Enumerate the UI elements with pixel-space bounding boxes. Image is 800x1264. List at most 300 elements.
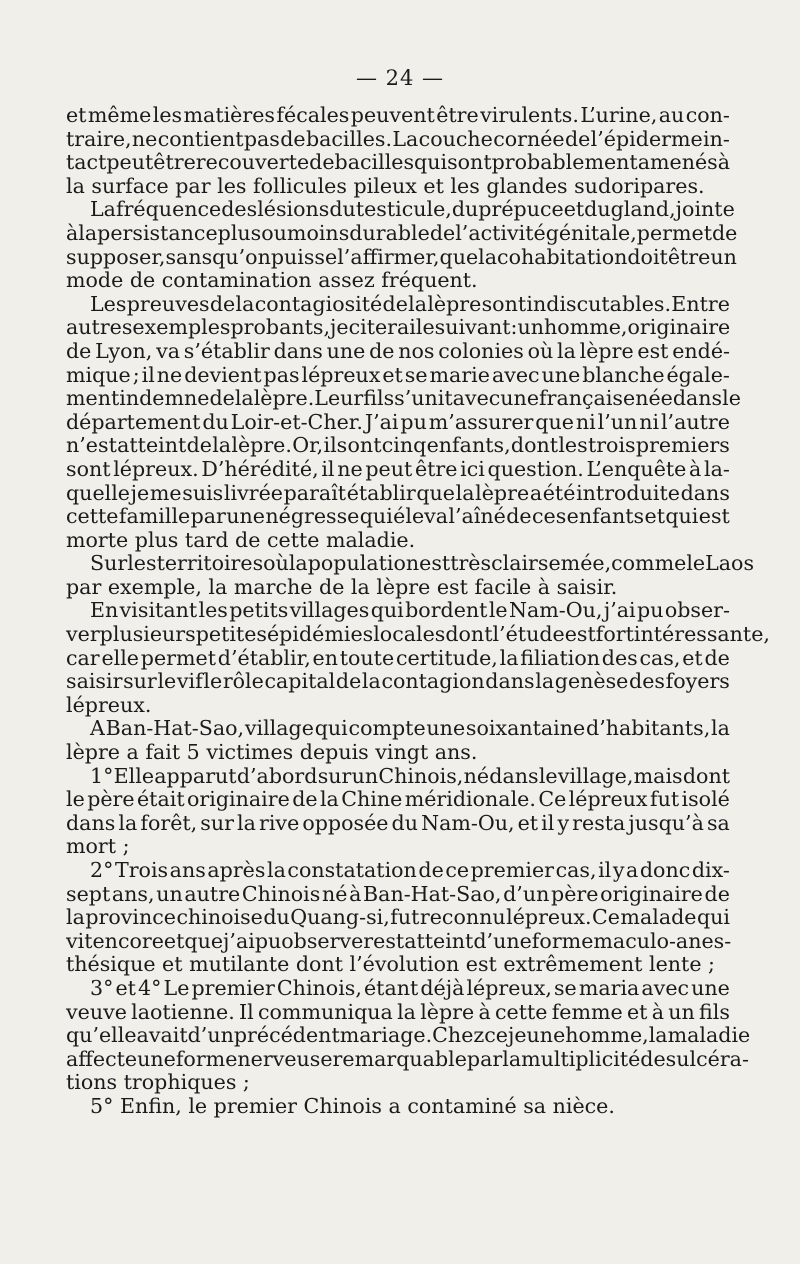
word: lèpre [579,338,634,363]
word: communiqua [257,999,393,1024]
word: ni [639,409,660,434]
word: certitude, [395,645,498,670]
word: vif [176,669,203,694]
word: et [66,103,87,127]
word: et [682,645,703,670]
word: des [640,1046,677,1071]
word: Elle [113,763,155,788]
word: a [529,480,543,505]
word: négresse [265,504,360,529]
word: l’aîné [448,504,506,529]
word: du [451,197,479,222]
word: probants, [230,315,331,340]
word: à [349,881,362,906]
word: génitale, [545,220,637,245]
text-line [66,316,730,340]
word: reconnu [419,905,506,930]
text-line [66,104,730,128]
word: genèse [554,669,629,694]
word: mariage. [339,1023,433,1048]
word: il [598,858,612,882]
word: m’assurer [428,409,534,434]
word: contient [157,126,244,151]
word: foyers [665,669,730,694]
word: de [292,787,318,812]
word: une [137,1046,176,1071]
word: qu’on [212,244,271,269]
word: Chinois, [276,975,362,1000]
word: fut [390,905,420,930]
text-line: par exemple, la marche de la lèpre est facile à saisir. [66,574,618,599]
word: Nam-Ou, [421,810,515,835]
word: La [90,197,116,222]
word: ont [347,433,382,458]
word: sept [66,881,111,906]
word: ans, [111,881,155,906]
word: village, [557,763,634,788]
word: la [319,787,339,812]
word: originaire [600,881,703,906]
word: d’établir, [217,645,311,670]
word: des [629,669,665,694]
word: française [539,386,636,411]
word: d’un [503,881,550,906]
word: Ban-Hat-Sao, [105,716,245,741]
text-line: 5° Enfin, le premier Chinois a contaminé sa nièce. [90,1093,615,1118]
word: la [397,999,416,1024]
text-line [66,482,730,506]
word: premiers [635,433,730,458]
word: du [202,409,229,434]
word: d’habitants, [586,716,711,741]
word: de [704,881,730,906]
word: un [156,881,183,906]
word: méridionale. [404,787,536,812]
text-line [66,505,730,529]
word: livrée [223,480,283,505]
word: famille [118,504,191,529]
word: peut [365,456,413,481]
word: persistance [97,220,218,245]
word: Or, [292,433,324,458]
word: 4° [138,975,162,1000]
word: la [455,480,475,505]
word: le [203,669,223,694]
word: éleva [393,504,449,529]
word: exemples [132,315,231,340]
word: sont [481,291,527,316]
word: compte [348,716,426,741]
word: de [186,433,212,458]
word: y [557,810,570,835]
word: forme [175,1046,238,1071]
word: dans [672,386,723,411]
word: petites [195,622,267,647]
word: que [439,244,479,269]
word: amenés [637,150,718,175]
word: la [212,433,232,458]
word: ne [337,456,363,481]
word: de [280,126,306,151]
word: tact [66,150,107,175]
word: bordent [405,598,488,623]
word: a [626,858,639,882]
word: sur [317,763,352,788]
word: : [510,315,518,340]
text-line [66,599,730,623]
word: fils [699,999,730,1024]
text-line [66,647,730,671]
word: veuve [66,999,127,1024]
word: le [488,598,508,623]
word: laotienne. [131,999,235,1024]
word: rôle [222,669,264,694]
word: un [710,244,737,269]
word: un [351,763,379,788]
word: in- [703,126,730,151]
word: de [66,338,92,363]
word: locales [373,622,446,647]
text-line [66,293,730,317]
word: précédent [233,1023,340,1048]
word: forêt, [140,810,198,835]
word: qui [414,150,448,175]
word: du [263,905,290,930]
word: va [156,338,180,363]
word: obser- [664,598,730,623]
word: ans [169,858,206,882]
text-line [66,930,730,954]
word: l’autre [660,409,730,434]
word: plusieurs [99,622,196,647]
word: qui [359,504,393,529]
word: peuvent [350,103,435,127]
word: province [85,905,176,930]
word: l’étude [492,622,565,647]
word: de [382,291,408,316]
word: filiation [520,645,600,670]
word: que [416,480,455,505]
text-line [66,622,770,647]
word: chinoise [176,905,263,930]
word: le [538,763,558,788]
word: territoires [156,551,264,576]
word: être [667,244,711,269]
word: des [601,645,638,670]
text-line [66,411,730,435]
word: à [478,999,491,1024]
word: la [499,645,519,670]
word: multiplicité [521,1046,641,1071]
word: après [207,858,266,882]
word: la [408,291,428,316]
word: La [392,126,419,151]
word: il [541,810,555,835]
word: lèpre [427,291,482,316]
word: de [369,338,395,363]
word: ulcéra- [676,1046,749,1071]
word: isolé [681,787,730,812]
word: opposée [302,810,389,835]
word: la [502,1046,522,1071]
word: la [266,858,286,882]
word: pu [400,409,427,434]
word: blanche [582,362,665,387]
word: moins [286,220,350,245]
text-line: tions trophiques ; [66,1070,250,1095]
word: département [66,409,201,434]
word: Ce [592,905,620,930]
word: Laos [705,551,755,576]
word: qui [665,504,699,529]
word: nerveuse [237,1046,333,1071]
word: pas [263,362,300,387]
word: jointe [675,197,735,222]
word: épidémies [267,622,374,647]
word: née [635,386,673,411]
word: marie [429,362,490,387]
word: observer [281,928,374,953]
word: d’abord [236,763,318,788]
word: est [637,338,669,363]
word: une [226,504,265,529]
word: suis [182,480,224,505]
text-line [66,812,730,836]
word: maculo-anes- [593,928,732,953]
word: dont [510,433,559,458]
text-line [66,717,730,741]
word: contagion [381,669,485,694]
word: il [141,362,155,387]
word: population [307,551,420,576]
word: ici [460,456,485,481]
word: permet [140,645,216,670]
word: fort [595,622,634,647]
word: cette [66,504,119,529]
word: 1° [90,763,114,788]
word: premier [470,858,554,882]
word: de [712,220,738,245]
word: visitant [119,598,198,623]
word: j’ai [603,598,636,623]
text-line [66,220,738,246]
word: se [553,975,577,1000]
word: village [244,716,314,741]
word: les [152,103,183,127]
word: du [391,810,418,835]
word: maria [578,975,640,1000]
text-line: lèpre a fait 5 victimes depuis vingt ans. [66,740,478,765]
word: L’urine, [580,103,658,127]
word: et [627,999,648,1024]
word: la [648,1023,668,1048]
word: être [414,456,458,481]
word: ; [132,362,140,387]
word: qui [696,905,730,930]
word: ni [575,409,596,434]
word: malade [620,905,697,930]
word: elle [101,645,139,670]
word: villages [289,598,370,623]
text-line [66,364,730,388]
word: durable [349,220,430,245]
word: autres [66,315,133,340]
text-line [66,1023,751,1048]
word: lépreux [301,362,381,387]
word: avec [491,362,540,387]
text-line: thésique et mutilante dont l’évolution est extrêmement lente ; [66,952,715,977]
word: lèpre. [253,386,315,411]
word: question. [487,456,584,481]
word: où [527,338,554,363]
word: forme [531,928,594,953]
word: la [66,905,85,930]
word: ne [131,126,158,151]
word: la [478,244,498,269]
word: n’est [66,433,117,458]
word: supposer, [66,244,166,269]
word: enfants, [426,433,511,458]
word: pas [243,126,280,151]
text-line: mort ; [66,834,130,859]
word: dans [489,763,539,788]
text-line [66,906,730,930]
word: con- [685,103,730,127]
word: originaire [627,315,731,340]
word: testicule, [355,197,452,222]
word: affecte [66,1046,138,1071]
word: la [535,669,555,694]
word: indemne [119,386,210,411]
word: l’un [597,409,638,434]
word: de [209,291,236,316]
word: était [137,787,185,812]
word: intéressante, [633,622,770,647]
word: par [190,504,226,529]
word: du [584,197,611,222]
word: toute [339,645,395,670]
word: A [90,716,105,741]
word: l’affirmer, [337,244,440,269]
word: cohabitation [497,244,628,269]
word: et [382,362,403,387]
word: recouverte [195,150,310,175]
text-line: lépreux. [66,692,152,717]
word: Ban-Hat-Sao, [363,881,502,906]
word: colonies [438,338,524,363]
word: 3° [90,975,114,1000]
text-line [66,1001,730,1025]
word: ment [66,386,120,411]
word: lésions [257,197,330,222]
word: premier [191,975,275,1000]
word: être [436,103,479,127]
word: probablement [491,150,638,175]
word: D’hérédité, [201,456,319,481]
word: un [668,999,695,1024]
word: de [704,645,730,670]
word: lèpre [475,480,530,505]
word: cas, [639,645,681,670]
word: qui [370,598,404,623]
word: la [234,386,254,411]
word: gland, [610,197,676,222]
word: dans [273,338,323,363]
text-line [66,670,730,694]
word: prépuce [478,197,564,222]
word: dont [445,622,493,647]
text-line [66,197,735,222]
word: clairsemée, [491,551,612,576]
text-line [66,765,730,789]
word: paraît [283,480,347,505]
word: couche [418,126,493,151]
word: la [361,669,381,694]
word: femme [551,999,623,1024]
word: atteint [117,433,187,458]
word: comme [611,551,687,576]
word: traire, [66,126,132,151]
word: cette [494,999,548,1024]
word: à [689,456,702,481]
word: En [90,598,119,623]
word: où [263,551,289,576]
word: y [612,858,625,882]
word: autre [184,881,241,906]
word: contagiosité [254,291,383,316]
word: soixantaine [465,716,586,741]
word: trois [587,433,636,458]
word: de [418,858,444,882]
word: les [198,598,228,623]
word: est [373,928,405,953]
word: homme, [544,315,628,340]
word: avec [641,975,690,1000]
word: fécales [276,103,350,127]
word: dans [485,669,535,694]
word: constatation [287,858,417,882]
word: introduite [576,480,680,505]
word: déjà [420,975,465,1000]
word: mique [66,362,131,387]
word: me [149,480,182,505]
word: est [698,504,730,529]
word: devient [184,362,262,387]
word: cinq [381,433,427,458]
word: de [506,504,532,529]
word: Il [239,999,254,1024]
word: homme, [565,1023,649,1048]
word: établir [346,480,416,505]
word: plus [217,220,262,245]
word: je [330,315,349,340]
word: indiscutables. [526,291,672,316]
word: enfants [566,504,645,529]
word: capital [264,669,336,694]
word: de [309,150,335,175]
word: fils [363,386,395,411]
word: ver [66,622,100,647]
word: dix- [691,858,730,882]
word: des [221,197,258,222]
word: le [686,551,706,576]
word: une [541,362,581,387]
word: Chinois [241,881,321,906]
word: ne [156,362,183,387]
word: Chinois, [378,763,464,788]
word: peut [106,150,154,175]
word: endé- [672,338,730,363]
